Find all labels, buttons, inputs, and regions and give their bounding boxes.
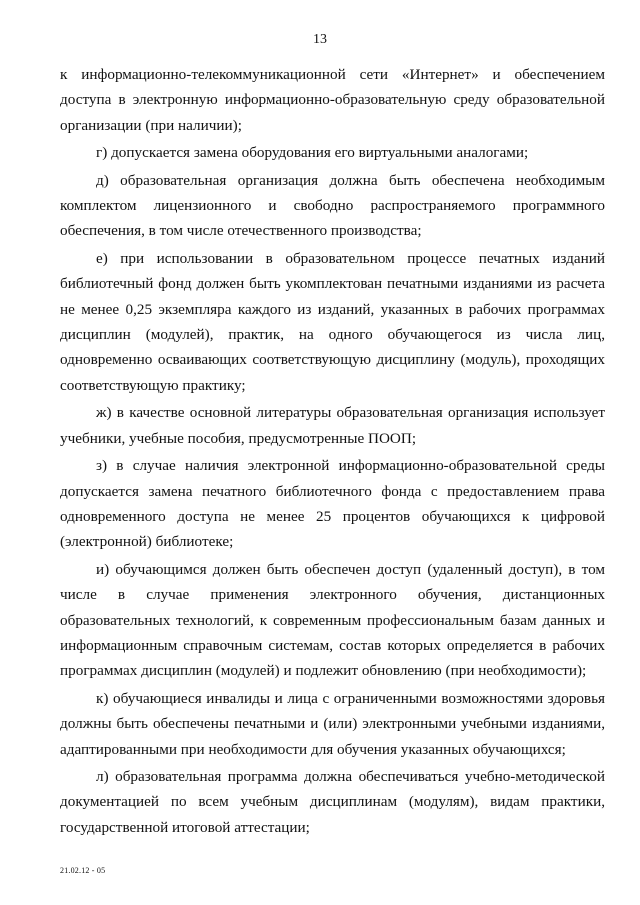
paragraph-item-l: л) образовательная программа должна обеспечиваться учебно-методической документацией по всем учебным дисциплинам (модулям), видам практики, государственной итоговой аттестации; [60,767,605,836]
paragraph-item-zh: ж) в качестве основной литературы образовательная организация использует учебники, учебные пособия, предусмотренные ПООП; [60,404,605,447]
paragraph-continuation: к информационно-телекоммуникационной сети «Интернет» и обеспечением доступа в электронную информационно-образовательную среду образовательной организации (при наличии); [60,66,605,134]
paragraph-item-e: е) при использовании в образовательном процессе печатных изданий библиотечный фонд должен быть укомплектован печатными изданиями из расчета не менее 0,25 экземпляра каждого из изданий, указанных в рабочих программах дисциплин (модулей), практик, на одного обучающегося из числа лиц, одновременно осваивающих соответствующую дисциплину (модуль), проходящих соответствующую практику; [60,249,605,394]
paragraph-item-g: г) допускается замена оборудования его виртуальными аналогами; [96,144,529,162]
document-body [60,62,605,842]
paragraph-item-k: к) обучающиеся инвалиды и лица с ограниченными возможностями здоровья должны быть обеспечены печатными и (или) электронными учебными изданиями, адаптированными при необходимости для обучения указанных обучающихся; [60,689,605,758]
paragraph-item-d: д) образовательная организация должна быть обеспечена необходимым комплектом лицензионного и свободно распространяемого программного обеспечения, в том числе отечественного производства; [60,171,605,240]
page-number: 13 [313,32,327,47]
footer-document-code: 21.02.12 - 05 [60,866,106,875]
paragraph-item-z: з) в случае наличия электронной информационно-образовательной среды допускается замена печатного библиотечного фонда с предоставлением права одновременного доступа не менее 25 процентов обучающихся к цифровой (электронной) библиотеке; [60,457,605,551]
paragraph-item-i: и) обучающимся должен быть обеспечен доступ (удаленный доступ), в том числе в случае применения электронного обучения, дистанционных образовательных технологий, к современным профессиональным базам данных и информационным справочным системам, состав которых определяется в рабочих программах дисциплин (модулей) и подлежит обновлению (при необходимости); [60,560,605,680]
